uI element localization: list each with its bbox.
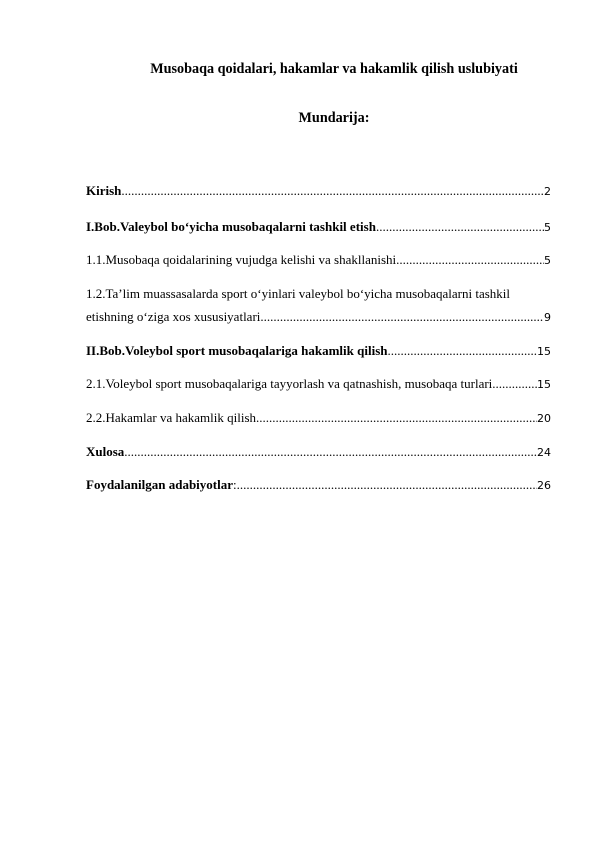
toc-entry-label-line2: etishning o‘ziga xos xususiyatlari <box>86 309 261 324</box>
toc-entry-page: 2 <box>544 185 551 198</box>
document-title: Musobaqa qoidalari, hakamlar va hakamlik qilish uslubiyati <box>150 61 518 77</box>
toc-entry-section-2-1[interactable] <box>86 376 551 393</box>
toc-entry-chapter-2[interactable] <box>86 343 551 360</box>
toc-entry-xulosa[interactable] <box>86 444 551 461</box>
dot-leader <box>260 309 544 325</box>
dot-leader <box>124 444 537 460</box>
toc-entry-label: 2.1.Voleybol sport musobaqalariga tayyorlash va qatnashish, musobaqa turlari <box>86 376 493 391</box>
dot-leader <box>396 252 544 268</box>
toc-entry-section-1-2[interactable] <box>86 286 551 326</box>
dot-leader <box>237 477 537 493</box>
toc-entry-page: 15 <box>537 378 551 391</box>
toc-entry-section-2-2[interactable] <box>86 410 551 427</box>
toc-entry-label-suffix: : <box>233 477 237 492</box>
toc-entry-label: 2.2.Hakamlar va hakamlik qilish <box>86 410 257 425</box>
toc-entry-label: Xulosa <box>86 444 125 459</box>
toc-entry-section-1-1[interactable] <box>86 252 551 269</box>
dot-leader <box>256 410 537 426</box>
toc-entry-page: 15 <box>537 345 551 358</box>
dot-leader <box>121 183 544 199</box>
toc-entry-label: II.Bob.Voleybol sport musobaqalariga hakamlik qilish <box>86 343 388 358</box>
toc-heading: Mundarija: <box>298 110 370 126</box>
toc-entry-label: I.Bob.Valeybol bo‘yicha musobaqalarni tashkil etish <box>86 219 376 234</box>
toc-entry-page: 24 <box>537 446 551 459</box>
toc-entry-kirish[interactable] <box>86 183 551 200</box>
toc-entry-page: 5 <box>544 221 551 234</box>
toc-entry-page: 26 <box>537 479 551 492</box>
toc-entry-page: 5 <box>544 254 551 267</box>
toc-entry-label: 1.1.Musobaqa qoidalarining vujudga kelishi va shakllanishi <box>86 252 397 267</box>
toc-entry-page: 20 <box>537 412 551 425</box>
toc-entry-label-line1: 1.2.Ta’lim muassasalarda sport o‘yinlari valeybol bo‘yicha musobaqalarni tashkil <box>86 286 511 301</box>
toc-entry-page: 9 <box>544 311 551 324</box>
toc-entry-label: Kirish <box>86 183 122 198</box>
dot-leader <box>376 219 544 235</box>
toc-entry-references[interactable] <box>86 477 551 494</box>
toc-entry-label: Foydalanilgan adabiyotlar <box>86 477 233 492</box>
toc-entry-chapter-1[interactable] <box>86 219 551 236</box>
dot-leader <box>492 376 537 392</box>
dot-leader <box>388 343 538 359</box>
